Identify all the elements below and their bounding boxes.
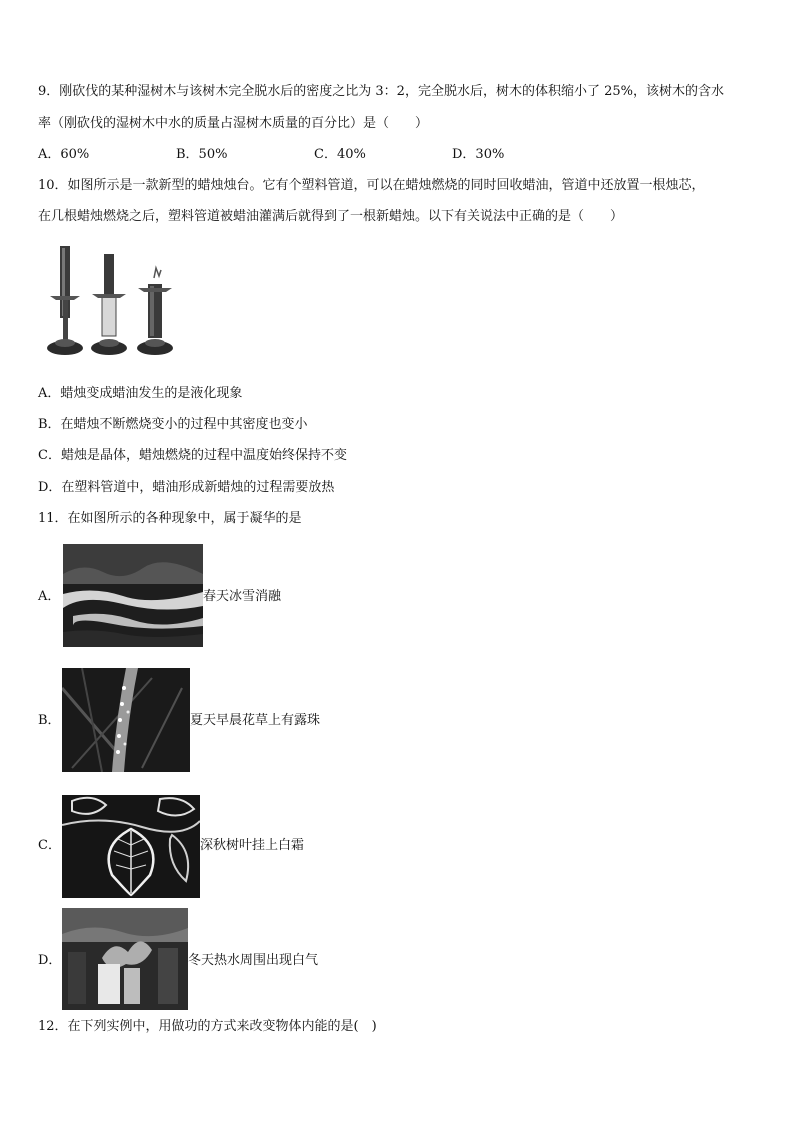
q11-stem: 11．在如图所示的各种现象中，属于凝华的是 <box>38 511 302 526</box>
dew-grass-photo <box>62 668 190 772</box>
q11-choice-c-letter[interactable]: C． <box>38 838 61 853</box>
q9-stem-line2: 率（刚砍伐的湿树木中水的质量占湿树木质量的百分比）是（ ） <box>38 116 429 131</box>
candle-holder-illustration <box>44 240 184 364</box>
q10-stem-line2: 在几根蜡烛燃烧之后，塑料管道被蜡油灌满后就得到了一根新蜡烛。以下有关说法中正确的是（ ） <box>38 209 624 224</box>
q9-stem-line1: 9．刚砍伐的某种湿树木与该树木完全脱水后的密度之比为 3：2，完全脱水后，树木的体积缩小了 25%，该树木的含水 <box>38 84 724 99</box>
q11-choice-d-caption: 冬天热水周围出现白气 <box>188 953 319 968</box>
q11-choice-b-letter[interactable]: B． <box>38 713 61 728</box>
candle-holder-image <box>44 240 184 364</box>
q10-option-a[interactable]: A．蜡烛变成蜡油发生的是液化现象 <box>38 386 243 401</box>
q11-choice-a-caption: 春天冰雪消融 <box>203 589 282 604</box>
q11-choice-d-letter[interactable]: D． <box>38 953 62 968</box>
q12-stem: 12．在下列实例中，用做功的方式来改变物体内能的是( ) <box>38 1019 377 1034</box>
q11-choice-c-caption: 深秋树叶挂上白霜 <box>200 838 305 853</box>
snow-melting-photo <box>63 544 203 647</box>
q9-option-c[interactable]: C．40% <box>314 147 366 162</box>
hot-water-steam-photo <box>62 908 188 1010</box>
q11-choice-a-letter[interactable]: A． <box>38 589 61 604</box>
frost-leaves-photo <box>62 795 200 898</box>
q9-option-d[interactable]: D．30% <box>452 147 505 162</box>
q11-choice-b-caption: 夏天早晨花草上有露珠 <box>190 713 321 728</box>
q9-option-a[interactable]: A．60% <box>38 147 90 162</box>
q9-option-b[interactable]: B．50% <box>176 147 228 162</box>
q10-option-b[interactable]: B．在蜡烛不断燃烧变小的过程中其密度也变小 <box>38 417 308 432</box>
q10-option-d[interactable]: D．在塑料管道中，蜡油形成新蜡烛的过程需要放热 <box>38 480 335 495</box>
q10-stem-line1: 10．如图所示是一款新型的蜡烛烛台。它有个塑料管道，可以在蜡烛燃烧的同时回收蜡油，管道中还放置一根烛芯， <box>38 178 705 193</box>
q10-option-c[interactable]: C．蜡烛是晶体，蜡烛燃烧的过程中温度始终保持不变 <box>38 448 347 463</box>
